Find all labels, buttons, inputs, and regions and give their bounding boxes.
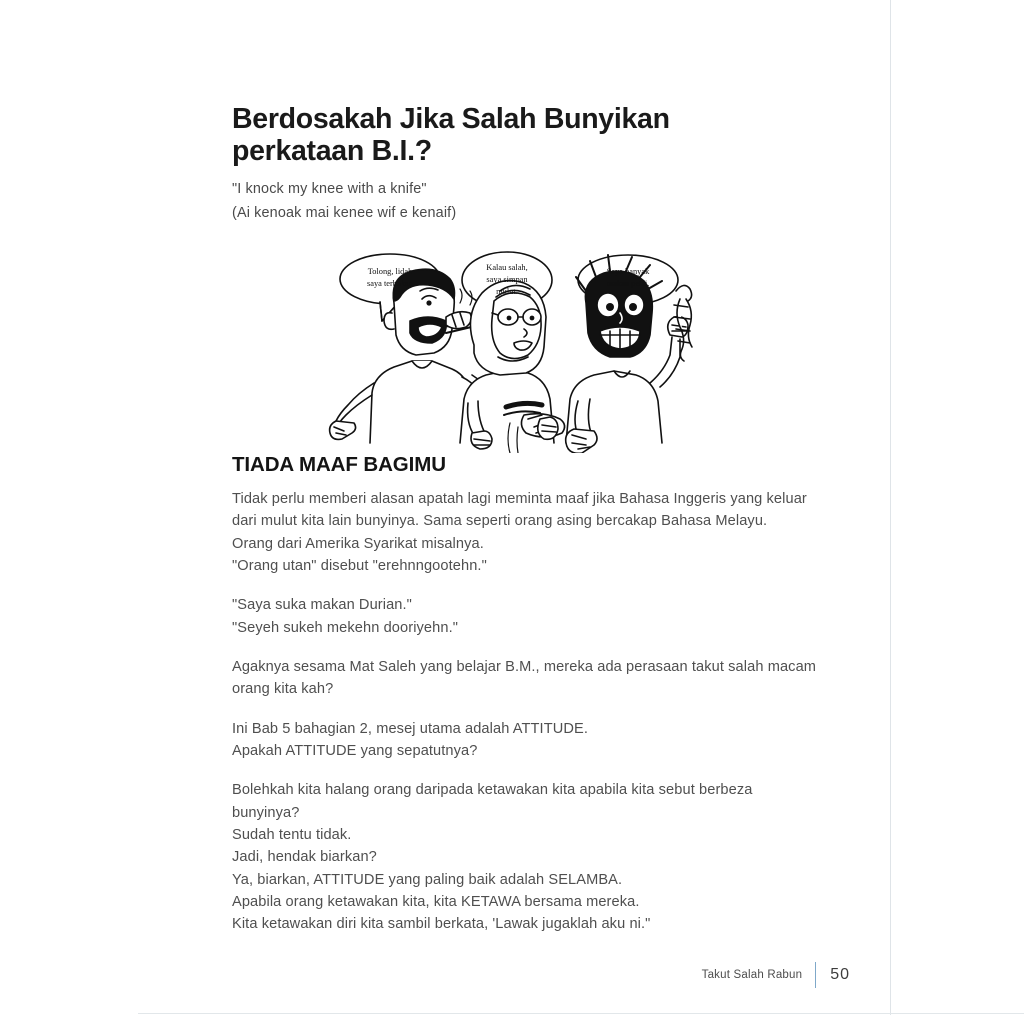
subtitle-phonetic: (Ai kenoak mai kenee wif e kenaif) [232, 204, 457, 221]
page-title-line-2: perkataan B.I.? [232, 134, 432, 167]
bubble-1-line-1: Tolong, lidah [367, 266, 413, 276]
subtitle-block [232, 178, 818, 225]
paragraph-2 [232, 594, 818, 639]
cartoon-svg [328, 243, 698, 453]
page-bottom-edge-line [138, 1013, 1024, 1014]
paragraph-3 [232, 656, 818, 701]
page-content [232, 104, 818, 935]
bubble-2-line-1: Kalau salah, [486, 262, 528, 272]
paragraph-5 [232, 779, 818, 935]
paragraph-line: Kita ketawakan diri kita sambil berkata, 'Lawak jugaklah aku ni." [232, 916, 651, 933]
section-heading: TIADA MAAF BAGIMU [232, 452, 446, 476]
paragraph-line: orang kita kah? [232, 681, 334, 698]
footer-chapter-title: Takut Salah Rabun [701, 969, 803, 981]
paragraph-line: Tidak perlu memberi alasan apatah lagi meminta maaf jika Bahasa Inggeris yang keluar [232, 490, 807, 507]
paragraph-line: Agaknya sesama Mat Saleh yang belajar B.M., mereka ada perasaan takut salah macam [232, 658, 817, 675]
paragraph-line: Apabila orang ketawakan kita, kita KETAWA bersama mereka. [232, 893, 640, 910]
illustration-cartoon [232, 243, 818, 453]
paragraph-line: Ya, biarkan, ATTITUDE yang paling baik adalah SELAMBA. [232, 871, 623, 888]
footer-page-number: 50 [830, 966, 850, 983]
subtitle-english: "I knock my knee with a knife" [232, 181, 427, 198]
paragraph-line: Sudah tentu tidak. [232, 826, 352, 843]
paragraph-line: Jadi, hendak biarkan? [232, 849, 377, 866]
paragraph-line: Orang dari Amerika Syarikat misalnya. [232, 535, 484, 552]
paragraph-line: "Seyeh sukeh mekehn dooriyehn." [232, 619, 459, 636]
paragraph-line: bunyinya? [232, 804, 300, 821]
page-title-line-1: Berdosakah Jika Salah Bunyikan [232, 103, 670, 135]
page-title [232, 104, 818, 167]
bubble-3-line-2: makan petai. [606, 278, 650, 288]
paragraph-4 [232, 718, 818, 763]
bubble-2-line-2: saya simpan [486, 274, 528, 284]
page-right-edge-line [890, 0, 891, 1015]
paragraph-line: "Orang utan" disebut "erehnngootehn." [232, 557, 487, 574]
page-footer [600, 960, 850, 990]
paragraph-line: Bolehkah kita halang orang daripada ketawakan kita apabila kita sebut berbeza [232, 782, 753, 799]
paragraph-line: Apakah ATTITUDE yang sepatutnya? [232, 742, 478, 759]
bubble-1-line-2: saya terbakar. [366, 278, 414, 288]
bubble-3-line-1: Saya banyak [606, 266, 650, 276]
paragraph-line: Ini Bab 5 bahagian 2, mesej utama adalah ATTITUDE. [232, 720, 588, 737]
bubble-2-line-3: mulut. [496, 286, 518, 296]
paragraph-1 [232, 488, 818, 577]
paragraph-line: dari mulut kita lain bunyinya. Sama seperti orang asing bercakap Bahasa Melayu. [232, 513, 768, 530]
paragraph-line: "Saya suka makan Durian." [232, 597, 412, 614]
